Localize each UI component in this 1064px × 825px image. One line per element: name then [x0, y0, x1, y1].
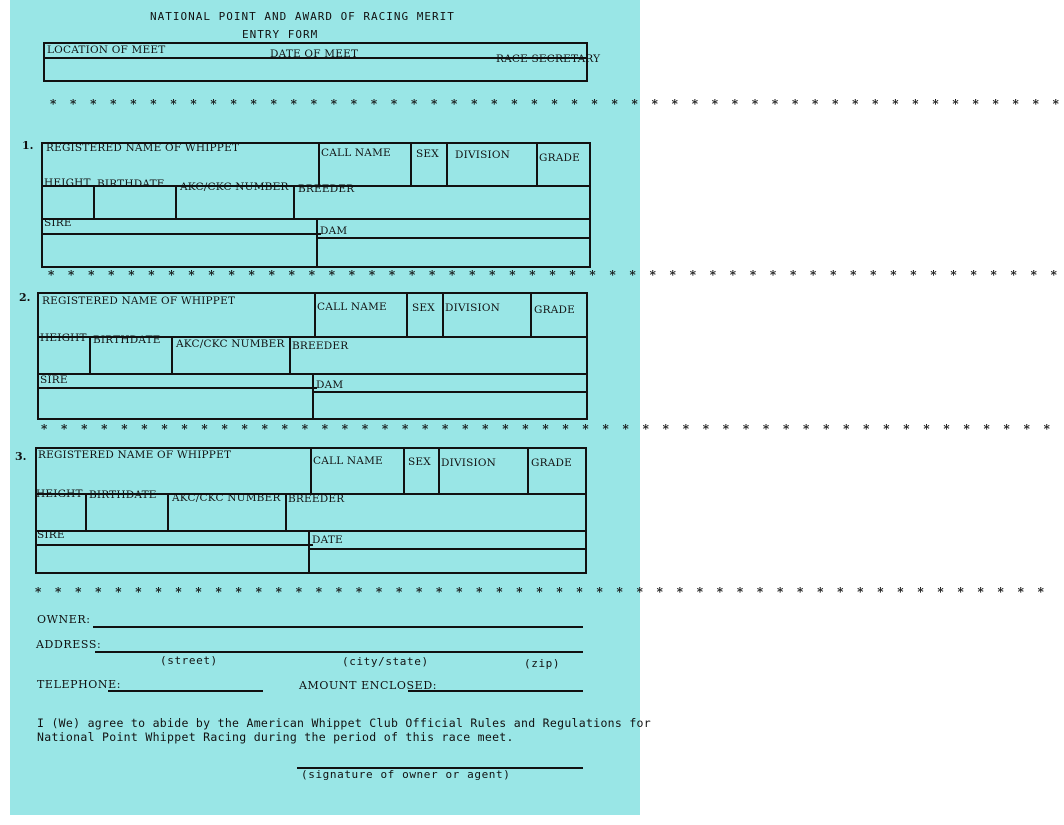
entry-number: 2. — [19, 291, 31, 304]
dam-label: DAM — [320, 225, 348, 237]
star-divider: * * * * * * * * * * * * * * * * * * * * * * * * * * * * * * * * * * * * * * * * * * * * * * * * * * * — [50, 97, 1064, 111]
breeder-label: BREEDER — [292, 340, 349, 352]
grade-label: GRADE — [534, 304, 575, 316]
sire-label: SIRE — [37, 529, 65, 541]
height-label: HEIGHT — [40, 332, 87, 344]
address-line[interactable] — [95, 651, 583, 653]
birthdate-label: BIRTHDATE — [89, 489, 157, 501]
telephone-label: TELEPHONE: — [37, 678, 122, 691]
registered-name-label: REGISTERED NAME OF WHIPPET — [42, 295, 236, 307]
date-of-meet-label: DATE OF MEET — [270, 48, 359, 60]
owner-label: OWNER: — [37, 613, 91, 626]
agreement-line-1: I (We) agree to abide by the American Whippet Club Official Rules and Regulations for — [37, 716, 652, 730]
call-name-label: CALL NAME — [313, 455, 383, 467]
grade-label: GRADE — [531, 457, 572, 469]
registered-name-label: REGISTERED NAME OF WHIPPET — [46, 142, 240, 154]
address-label: ADDRESS: — [36, 638, 102, 651]
sex-label: SEX — [412, 302, 435, 314]
street-caption: (street) — [160, 654, 218, 667]
entry-number: 3. — [15, 450, 27, 463]
form-subtitle: ENTRY FORM — [242, 28, 319, 41]
amount-enclosed-label: AMOUNT ENCLOSED: — [299, 679, 438, 692]
zip-caption: (zip) — [524, 657, 561, 670]
sex-label: SEX — [408, 456, 431, 468]
division-label: DIVISION — [445, 302, 501, 314]
star-divider: * * * * * * * * * * * * * * * * * * * * * * * * * * * * * * * * * * * * * * * * * * * * * * * * * * * — [35, 585, 1049, 599]
grade-label: GRADE — [539, 152, 580, 164]
sire-label: SIRE — [40, 374, 68, 386]
breeder-label: BREEDER — [288, 493, 345, 505]
division-label: DIVISION — [441, 457, 497, 469]
akc-number-label: AKC/CKC NUMBER — [172, 492, 281, 504]
form-title: NATIONAL POINT AND AWARD OF RACING MERIT — [150, 10, 455, 23]
height-label: HEIGHT — [44, 177, 91, 189]
race-secretary-label: RACE SECRETARY — [496, 53, 601, 65]
amount-line[interactable] — [408, 690, 583, 692]
city-state-caption: (city/state) — [342, 655, 429, 668]
division-label: DIVISION — [455, 149, 511, 161]
agreement-line-2: National Point Whippet Racing during the period of this race meet. — [37, 730, 514, 744]
telephone-line[interactable] — [108, 690, 263, 692]
call-name-label: CALL NAME — [321, 147, 391, 159]
dam-label: DAM — [316, 379, 344, 391]
sire-label: SIRE — [44, 217, 72, 229]
height-label: HEIGHT — [36, 488, 83, 500]
entry-number: 1. — [22, 139, 34, 152]
birthdate-label: BIRTHDATE — [93, 334, 161, 346]
akc-number-label: AKC/CKC NUMBER — [176, 338, 285, 350]
registered-name-label: REGISTERED NAME OF WHIPPET — [38, 449, 232, 461]
star-divider: * * * * * * * * * * * * * * * * * * * * * * * * * * * * * * * * * * * * * * * * * * * * * * * * * * * — [48, 268, 1062, 282]
date-label: DATE — [312, 534, 343, 546]
owner-line[interactable] — [93, 626, 583, 628]
entry-form-page — [10, 0, 1064, 815]
signature-caption: (signature of owner or agent) — [301, 768, 511, 781]
sex-label: SEX — [416, 148, 439, 160]
location-label: LOCATION OF MEET — [47, 44, 166, 56]
birthdate-label: BIRTHDATE — [97, 178, 165, 190]
star-divider: * * * * * * * * * * * * * * * * * * * * * * * * * * * * * * * * * * * * * * * * * * * * * * * * * * * — [41, 422, 1055, 436]
akc-number-label: AKC/CKC NUMBER — [180, 181, 289, 193]
breeder-label: BREEDER — [298, 183, 355, 195]
call-name-label: CALL NAME — [317, 301, 387, 313]
